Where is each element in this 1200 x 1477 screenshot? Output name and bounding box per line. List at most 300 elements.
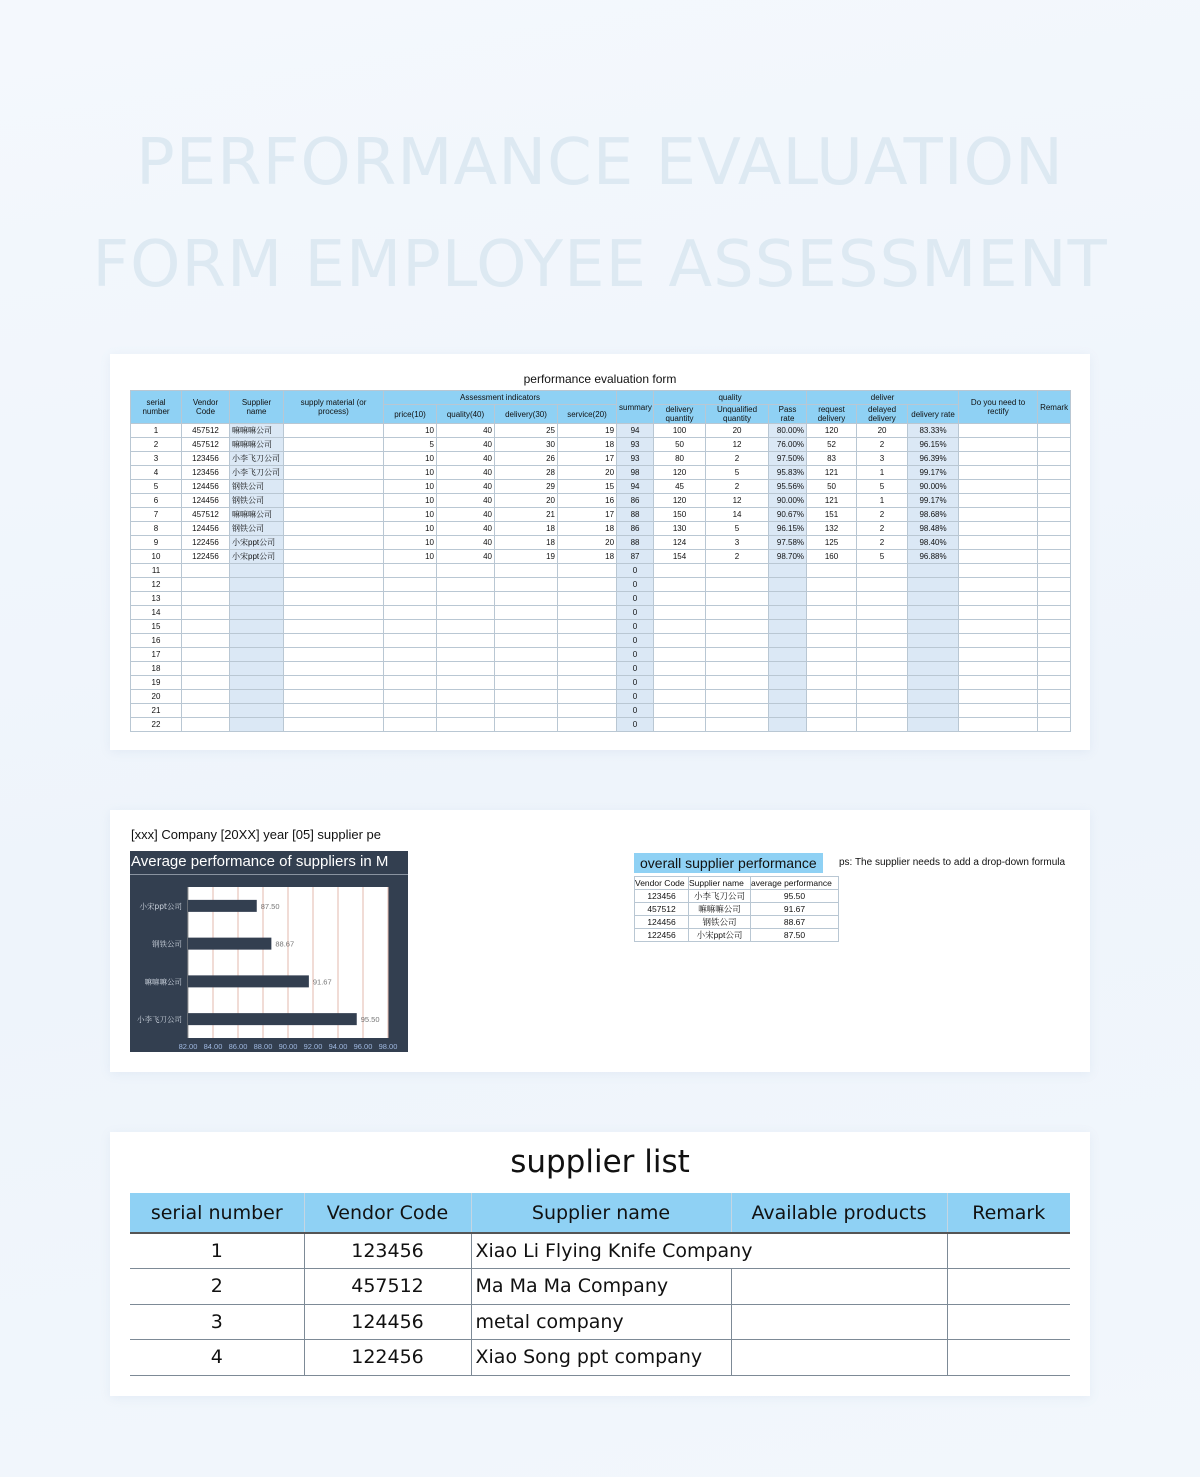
cell-delayed-delivery[interactable] [857, 718, 908, 732]
cell-serial[interactable]: 21 [131, 704, 182, 718]
cell-service[interactable] [558, 564, 617, 578]
cell-rectify[interactable] [959, 522, 1038, 536]
cell-rectify[interactable] [959, 536, 1038, 550]
cell-delivery[interactable]: 18 [495, 536, 558, 550]
cell-summary[interactable]: 0 [617, 718, 654, 732]
cell-serial[interactable]: 8 [131, 522, 182, 536]
cell-price[interactable] [384, 620, 437, 634]
cell-serial[interactable]: 5 [131, 480, 182, 494]
cell-rectify[interactable] [959, 676, 1038, 690]
cell-quality[interactable]: 40 [437, 480, 495, 494]
cell-quality[interactable] [437, 648, 495, 662]
cell-quality[interactable] [437, 718, 495, 732]
overall-cell[interactable]: 457512 [635, 902, 689, 915]
cell-request-delivery[interactable] [807, 718, 857, 732]
cell-unqualified-quantity[interactable]: 12 [706, 494, 769, 508]
cell-quality[interactable] [437, 606, 495, 620]
cell-summary[interactable]: 94 [617, 424, 654, 438]
cell-delayed-delivery[interactable] [857, 634, 908, 648]
cell-rectify[interactable] [959, 662, 1038, 676]
cell-service[interactable] [558, 634, 617, 648]
overall-cell[interactable]: 123456 [635, 889, 689, 902]
cell-rectify[interactable] [959, 704, 1038, 718]
cell-request-delivery[interactable] [807, 690, 857, 704]
cell-serial[interactable]: 9 [131, 536, 182, 550]
cell-serial[interactable]: 16 [131, 634, 182, 648]
cell-service[interactable] [558, 578, 617, 592]
cell-service[interactable]: 20 [558, 466, 617, 480]
cell-remark[interactable] [1038, 522, 1071, 536]
cell-quality[interactable] [437, 564, 495, 578]
cell-unqualified-quantity[interactable]: 5 [706, 466, 769, 480]
cell-unqualified-quantity[interactable]: 3 [706, 536, 769, 550]
cell-delayed-delivery[interactable] [857, 704, 908, 718]
cell-delayed-delivery[interactable]: 5 [857, 480, 908, 494]
cell-request-delivery[interactable]: 160 [807, 550, 857, 564]
cell-supplier-name[interactable] [230, 592, 284, 606]
list-cell-serial[interactable]: 3 [130, 1304, 304, 1340]
cell-unqualified-quantity[interactable] [706, 704, 769, 718]
cell-delivery-quantity[interactable] [654, 592, 706, 606]
cell-delivery-rate[interactable]: 83.33% [908, 424, 959, 438]
cell-pass-rate[interactable] [769, 704, 807, 718]
list-cell-available-products[interactable] [731, 1340, 947, 1376]
cell-unqualified-quantity[interactable] [706, 648, 769, 662]
cell-request-delivery[interactable] [807, 564, 857, 578]
cell-price[interactable]: 10 [384, 508, 437, 522]
cell-price[interactable] [384, 564, 437, 578]
cell-remark[interactable] [1038, 634, 1071, 648]
cell-pass-rate[interactable] [769, 690, 807, 704]
cell-pass-rate[interactable] [769, 718, 807, 732]
cell-pass-rate[interactable]: 90.00% [769, 494, 807, 508]
cell-rectify[interactable] [959, 424, 1038, 438]
cell-quality[interactable]: 40 [437, 466, 495, 480]
cell-supply-material[interactable] [284, 690, 384, 704]
cell-unqualified-quantity[interactable] [706, 718, 769, 732]
cell-summary[interactable]: 0 [617, 592, 654, 606]
cell-supplier-name[interactable] [230, 620, 284, 634]
cell-summary[interactable]: 0 [617, 704, 654, 718]
cell-price[interactable] [384, 718, 437, 732]
cell-rectify[interactable] [959, 494, 1038, 508]
cell-price[interactable]: 5 [384, 438, 437, 452]
cell-request-delivery[interactable]: 50 [807, 480, 857, 494]
list-cell-supplier-name[interactable]: Xiao Song ppt company [471, 1340, 731, 1376]
cell-pass-rate[interactable]: 96.15% [769, 522, 807, 536]
cell-unqualified-quantity[interactable] [706, 606, 769, 620]
cell-unqualified-quantity[interactable]: 12 [706, 438, 769, 452]
cell-delayed-delivery[interactable]: 3 [857, 452, 908, 466]
cell-service[interactable]: 16 [558, 494, 617, 508]
cell-rectify[interactable] [959, 508, 1038, 522]
cell-summary[interactable]: 0 [617, 690, 654, 704]
cell-service[interactable] [558, 676, 617, 690]
cell-delivery[interactable] [495, 648, 558, 662]
cell-vendor-code[interactable] [182, 662, 230, 676]
cell-rectify[interactable] [959, 648, 1038, 662]
cell-delivery-quantity[interactable] [654, 676, 706, 690]
cell-supplier-name[interactable] [230, 704, 284, 718]
cell-delivery-quantity[interactable]: 100 [654, 424, 706, 438]
cell-service[interactable]: 18 [558, 550, 617, 564]
cell-service[interactable]: 18 [558, 438, 617, 452]
cell-rectify[interactable] [959, 592, 1038, 606]
cell-supply-material[interactable] [284, 508, 384, 522]
cell-price[interactable]: 10 [384, 480, 437, 494]
cell-delivery-rate[interactable] [908, 676, 959, 690]
cell-summary[interactable]: 0 [617, 620, 654, 634]
cell-summary[interactable]: 0 [617, 676, 654, 690]
cell-supply-material[interactable] [284, 592, 384, 606]
overall-cell[interactable]: 88.67 [751, 915, 839, 928]
cell-delivery[interactable] [495, 704, 558, 718]
cell-supplier-name[interactable] [230, 634, 284, 648]
cell-price[interactable]: 10 [384, 452, 437, 466]
overall-cell[interactable]: 87.50 [751, 928, 839, 941]
cell-rectify[interactable] [959, 452, 1038, 466]
cell-delayed-delivery[interactable]: 1 [857, 466, 908, 480]
cell-supply-material[interactable] [284, 662, 384, 676]
cell-service[interactable] [558, 718, 617, 732]
cell-delivery-quantity[interactable] [654, 648, 706, 662]
cell-remark[interactable] [1038, 452, 1071, 466]
cell-delivery-rate[interactable]: 96.39% [908, 452, 959, 466]
cell-delivery-quantity[interactable] [654, 662, 706, 676]
cell-supply-material[interactable] [284, 704, 384, 718]
cell-unqualified-quantity[interactable]: 5 [706, 522, 769, 536]
cell-price[interactable]: 10 [384, 550, 437, 564]
cell-supply-material[interactable] [284, 480, 384, 494]
list-cell-vendor-code[interactable]: 124456 [304, 1304, 471, 1340]
cell-remark[interactable] [1038, 564, 1071, 578]
cell-vendor-code[interactable]: 457512 [182, 438, 230, 452]
cell-remark[interactable] [1038, 606, 1071, 620]
cell-request-delivery[interactable] [807, 648, 857, 662]
cell-unqualified-quantity[interactable] [706, 634, 769, 648]
cell-unqualified-quantity[interactable]: 2 [706, 550, 769, 564]
cell-request-delivery[interactable] [807, 620, 857, 634]
cell-summary[interactable]: 0 [617, 578, 654, 592]
cell-remark[interactable] [1038, 466, 1071, 480]
cell-delayed-delivery[interactable]: 5 [857, 550, 908, 564]
list-cell-supplier-name[interactable]: Xiao Li Flying Knife Company [471, 1233, 947, 1269]
cell-quality[interactable]: 40 [437, 452, 495, 466]
cell-price[interactable]: 10 [384, 536, 437, 550]
cell-rectify[interactable] [959, 438, 1038, 452]
cell-supplier-name[interactable] [230, 662, 284, 676]
cell-remark[interactable] [1038, 704, 1071, 718]
cell-request-delivery[interactable]: 121 [807, 494, 857, 508]
cell-supply-material[interactable] [284, 648, 384, 662]
cell-supply-material[interactable] [284, 536, 384, 550]
overall-cell[interactable]: 95.50 [751, 889, 839, 902]
cell-remark[interactable] [1038, 578, 1071, 592]
list-cell-remark[interactable] [947, 1340, 1070, 1376]
cell-serial[interactable]: 10 [131, 550, 182, 564]
cell-request-delivery[interactable] [807, 704, 857, 718]
cell-supplier-name[interactable]: 钢铁公司 [230, 522, 284, 536]
cell-quality[interactable] [437, 690, 495, 704]
cell-delivery-rate[interactable] [908, 662, 959, 676]
cell-delivery-rate[interactable] [908, 620, 959, 634]
list-cell-vendor-code[interactable]: 122456 [304, 1340, 471, 1376]
cell-serial[interactable]: 7 [131, 508, 182, 522]
cell-supply-material[interactable] [284, 438, 384, 452]
cell-quality[interactable]: 40 [437, 438, 495, 452]
cell-delivery-quantity[interactable]: 130 [654, 522, 706, 536]
cell-serial[interactable]: 6 [131, 494, 182, 508]
cell-delivery-quantity[interactable]: 45 [654, 480, 706, 494]
cell-service[interactable] [558, 690, 617, 704]
cell-pass-rate[interactable] [769, 606, 807, 620]
cell-pass-rate[interactable] [769, 564, 807, 578]
cell-remark[interactable] [1038, 438, 1071, 452]
cell-service[interactable] [558, 606, 617, 620]
cell-price[interactable]: 10 [384, 522, 437, 536]
cell-summary[interactable]: 93 [617, 438, 654, 452]
overall-cell[interactable]: 钢铁公司 [689, 915, 751, 928]
list-cell-supplier-name[interactable]: metal company [471, 1304, 731, 1340]
cell-service[interactable]: 18 [558, 522, 617, 536]
cell-pass-rate[interactable]: 95.56% [769, 480, 807, 494]
cell-quality[interactable] [437, 676, 495, 690]
cell-remark[interactable] [1038, 620, 1071, 634]
cell-quality[interactable] [437, 592, 495, 606]
cell-service[interactable]: 17 [558, 452, 617, 466]
cell-supplier-name[interactable] [230, 690, 284, 704]
cell-pass-rate[interactable]: 98.70% [769, 550, 807, 564]
cell-request-delivery[interactable]: 121 [807, 466, 857, 480]
overall-cell[interactable]: 91.67 [751, 902, 839, 915]
cell-delivery[interactable] [495, 592, 558, 606]
cell-supply-material[interactable] [284, 452, 384, 466]
cell-vendor-code[interactable] [182, 620, 230, 634]
cell-price[interactable] [384, 606, 437, 620]
cell-summary[interactable]: 0 [617, 648, 654, 662]
cell-supply-material[interactable] [284, 522, 384, 536]
cell-vendor-code[interactable] [182, 606, 230, 620]
cell-summary[interactable]: 86 [617, 522, 654, 536]
cell-delivery-rate[interactable]: 98.68% [908, 508, 959, 522]
cell-unqualified-quantity[interactable] [706, 578, 769, 592]
cell-delivery-quantity[interactable]: 120 [654, 494, 706, 508]
cell-quality[interactable] [437, 704, 495, 718]
cell-service[interactable]: 15 [558, 480, 617, 494]
cell-quality[interactable]: 40 [437, 536, 495, 550]
cell-delivery-quantity[interactable] [654, 690, 706, 704]
cell-delivery-quantity[interactable] [654, 704, 706, 718]
cell-pass-rate[interactable] [769, 634, 807, 648]
list-cell-available-products[interactable] [731, 1269, 947, 1305]
cell-quality[interactable]: 40 [437, 550, 495, 564]
cell-delivery[interactable] [495, 578, 558, 592]
cell-pass-rate[interactable]: 80.00% [769, 424, 807, 438]
cell-delivery[interactable]: 18 [495, 522, 558, 536]
cell-supplier-name[interactable] [230, 718, 284, 732]
cell-delivery[interactable] [495, 676, 558, 690]
cell-summary[interactable]: 0 [617, 606, 654, 620]
cell-delayed-delivery[interactable] [857, 564, 908, 578]
cell-delivery[interactable]: 28 [495, 466, 558, 480]
cell-delivery[interactable]: 30 [495, 438, 558, 452]
cell-delivery-quantity[interactable] [654, 620, 706, 634]
cell-delivery-rate[interactable]: 98.40% [908, 536, 959, 550]
cell-serial[interactable]: 14 [131, 606, 182, 620]
cell-delivery[interactable] [495, 718, 558, 732]
cell-delayed-delivery[interactable]: 2 [857, 522, 908, 536]
cell-delayed-delivery[interactable] [857, 690, 908, 704]
cell-request-delivery[interactable]: 151 [807, 508, 857, 522]
cell-delayed-delivery[interactable] [857, 662, 908, 676]
cell-vendor-code[interactable] [182, 592, 230, 606]
cell-service[interactable] [558, 662, 617, 676]
cell-delivery-rate[interactable] [908, 564, 959, 578]
cell-rectify[interactable] [959, 606, 1038, 620]
cell-pass-rate[interactable]: 97.58% [769, 536, 807, 550]
cell-supply-material[interactable] [284, 564, 384, 578]
cell-delivery-quantity[interactable] [654, 718, 706, 732]
cell-rectify[interactable] [959, 634, 1038, 648]
cell-summary[interactable]: 88 [617, 536, 654, 550]
cell-price[interactable] [384, 690, 437, 704]
cell-pass-rate[interactable] [769, 620, 807, 634]
cell-delivery-rate[interactable] [908, 592, 959, 606]
cell-unqualified-quantity[interactable] [706, 662, 769, 676]
cell-delivery-rate[interactable] [908, 606, 959, 620]
list-cell-remark[interactable] [947, 1269, 1070, 1305]
list-cell-vendor-code[interactable]: 123456 [304, 1233, 471, 1269]
cell-delayed-delivery[interactable] [857, 578, 908, 592]
cell-service[interactable]: 17 [558, 508, 617, 522]
cell-vendor-code[interactable]: 124456 [182, 480, 230, 494]
cell-summary[interactable]: 93 [617, 452, 654, 466]
cell-delivery-rate[interactable]: 99.17% [908, 494, 959, 508]
cell-price[interactable] [384, 634, 437, 648]
cell-delivery[interactable]: 29 [495, 480, 558, 494]
cell-delivery[interactable]: 26 [495, 452, 558, 466]
cell-delivery-quantity[interactable] [654, 564, 706, 578]
cell-delayed-delivery[interactable]: 20 [857, 424, 908, 438]
cell-request-delivery[interactable]: 52 [807, 438, 857, 452]
cell-serial[interactable]: 20 [131, 690, 182, 704]
cell-supply-material[interactable] [284, 550, 384, 564]
cell-delayed-delivery[interactable]: 1 [857, 494, 908, 508]
cell-rectify[interactable] [959, 578, 1038, 592]
cell-vendor-code[interactable]: 457512 [182, 424, 230, 438]
cell-vendor-code[interactable]: 124456 [182, 522, 230, 536]
cell-supply-material[interactable] [284, 606, 384, 620]
cell-supplier-name[interactable] [230, 564, 284, 578]
cell-service[interactable]: 19 [558, 424, 617, 438]
cell-price[interactable] [384, 578, 437, 592]
cell-delivery-rate[interactable] [908, 704, 959, 718]
cell-delivery-quantity[interactable] [654, 606, 706, 620]
cell-vendor-code[interactable] [182, 676, 230, 690]
cell-vendor-code[interactable] [182, 578, 230, 592]
cell-delivery-rate[interactable] [908, 718, 959, 732]
cell-delivery[interactable] [495, 564, 558, 578]
cell-pass-rate[interactable] [769, 592, 807, 606]
cell-unqualified-quantity[interactable] [706, 564, 769, 578]
cell-supply-material[interactable] [284, 676, 384, 690]
cell-price[interactable] [384, 592, 437, 606]
cell-request-delivery[interactable] [807, 578, 857, 592]
cell-delayed-delivery[interactable] [857, 620, 908, 634]
cell-delivery[interactable]: 20 [495, 494, 558, 508]
cell-remark[interactable] [1038, 648, 1071, 662]
cell-vendor-code[interactable]: 122456 [182, 536, 230, 550]
overall-cell[interactable]: 嘛嘛嘛公司 [689, 902, 751, 915]
cell-delivery[interactable]: 25 [495, 424, 558, 438]
cell-vendor-code[interactable] [182, 704, 230, 718]
cell-quality[interactable] [437, 634, 495, 648]
cell-delivery[interactable] [495, 690, 558, 704]
cell-price[interactable]: 10 [384, 466, 437, 480]
cell-rectify[interactable] [959, 550, 1038, 564]
cell-supply-material[interactable] [284, 718, 384, 732]
cell-delivery-rate[interactable] [908, 578, 959, 592]
cell-pass-rate[interactable] [769, 662, 807, 676]
cell-delayed-delivery[interactable] [857, 676, 908, 690]
cell-unqualified-quantity[interactable] [706, 690, 769, 704]
cell-request-delivery[interactable]: 132 [807, 522, 857, 536]
cell-remark[interactable] [1038, 676, 1071, 690]
cell-vendor-code[interactable]: 123456 [182, 452, 230, 466]
cell-delivery-rate[interactable]: 96.15% [908, 438, 959, 452]
cell-quality[interactable]: 40 [437, 424, 495, 438]
cell-delivery-rate[interactable]: 96.88% [908, 550, 959, 564]
cell-delayed-delivery[interactable]: 2 [857, 536, 908, 550]
cell-delayed-delivery[interactable] [857, 648, 908, 662]
cell-summary[interactable]: 86 [617, 494, 654, 508]
cell-serial[interactable]: 13 [131, 592, 182, 606]
cell-supplier-name[interactable] [230, 676, 284, 690]
cell-supply-material[interactable] [284, 494, 384, 508]
cell-delivery[interactable] [495, 634, 558, 648]
cell-serial[interactable]: 4 [131, 466, 182, 480]
cell-delivery-rate[interactable]: 99.17% [908, 466, 959, 480]
cell-summary[interactable]: 94 [617, 480, 654, 494]
cell-service[interactable]: 20 [558, 536, 617, 550]
cell-vendor-code[interactable] [182, 690, 230, 704]
cell-service[interactable] [558, 592, 617, 606]
cell-supplier-name[interactable]: 钢铁公司 [230, 494, 284, 508]
cell-pass-rate[interactable] [769, 676, 807, 690]
cell-vendor-code[interactable]: 457512 [182, 508, 230, 522]
cell-summary[interactable]: 88 [617, 508, 654, 522]
cell-delivery-quantity[interactable] [654, 634, 706, 648]
cell-supplier-name[interactable] [230, 606, 284, 620]
cell-delivery-quantity[interactable]: 50 [654, 438, 706, 452]
cell-request-delivery[interactable] [807, 662, 857, 676]
cell-price[interactable] [384, 648, 437, 662]
cell-vendor-code[interactable] [182, 718, 230, 732]
cell-vendor-code[interactable]: 123456 [182, 466, 230, 480]
cell-pass-rate[interactable]: 97.50% [769, 452, 807, 466]
cell-price[interactable] [384, 676, 437, 690]
cell-price[interactable]: 10 [384, 494, 437, 508]
cell-request-delivery[interactable] [807, 606, 857, 620]
cell-delivery-quantity[interactable]: 124 [654, 536, 706, 550]
cell-pass-rate[interactable]: 76.00% [769, 438, 807, 452]
list-cell-serial[interactable]: 1 [130, 1233, 304, 1269]
cell-vendor-code[interactable]: 122456 [182, 550, 230, 564]
list-cell-supplier-name[interactable]: Ma Ma Ma Company [471, 1269, 731, 1305]
list-cell-remark[interactable] [947, 1304, 1070, 1340]
overall-cell[interactable]: 小李飞刀公司 [689, 889, 751, 902]
cell-supply-material[interactable] [284, 634, 384, 648]
